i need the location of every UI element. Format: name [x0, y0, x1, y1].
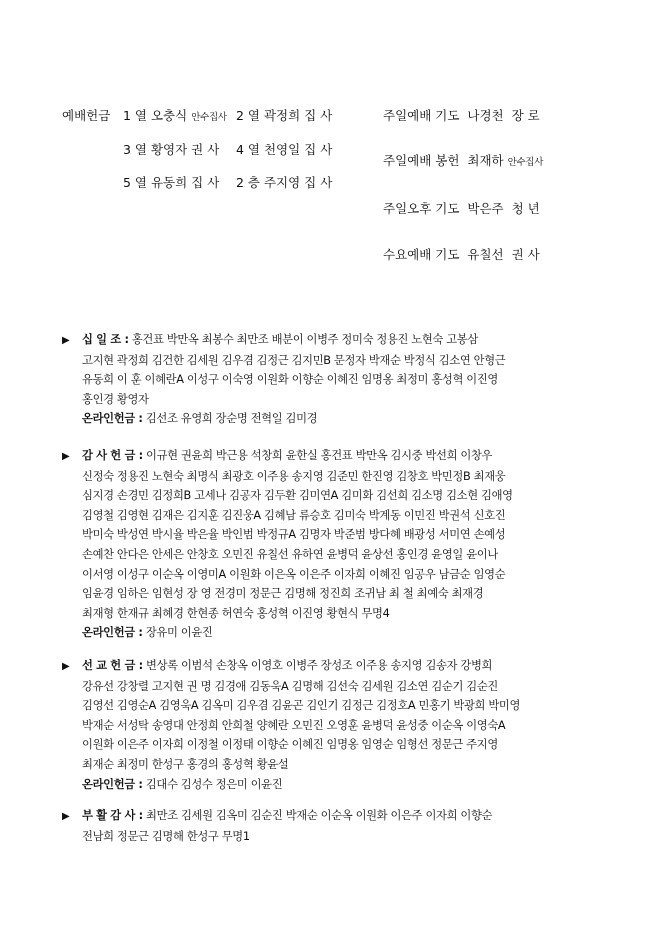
section-line: 김영철 김영현 김재은 김지훈 김진웅A 김혜남 류승호 김미숙 박계동 이민진 박권석 신호진	[82, 508, 506, 522]
prayer-row-2: 주일예배 봉헌 최재하 안수집사	[383, 153, 544, 168]
offering-label: 예배헌금	[62, 108, 111, 123]
section-line: 박미숙 박성연 박시율 박은율 박인범 박정규A 김명자 박준범 방다혜 배광성 서미연 손예성	[82, 528, 506, 542]
offering-row-2-col1: 3 열 황영자 권 사	[123, 142, 220, 157]
prayer-row-3: 주일오후 기도 박은주 청 년	[383, 201, 540, 216]
online-offering-line: 온라인헌금 : 김선조 유영희 장순명 전혁일 김미경	[82, 412, 318, 426]
section-line: 이원화 이은주 이자희 이정철 이정태 이향순 이혜진 임명옹 임영순 임형선 정문근 주지영	[82, 738, 498, 752]
section-line: 박재순 서성탁 송영대 안정희 안희철 양혜란 오민진 오영훈 윤병덕 윤성중 이순옥 이영숙A	[82, 718, 506, 732]
online-offering-line: 온라인헌금 : 장유미 이윤진	[82, 626, 213, 640]
section-heading: 선 교 헌 금 :	[82, 659, 143, 672]
section-line: 최재순 최정미 한성구 홍경의 홍성혁 황윤설	[82, 757, 289, 771]
section-line: 손예찬 안다은 안세은 안창호 오민진 유칠선 유하연 윤병덕 윤상선 홍인경 윤영일 윤이나	[82, 547, 498, 561]
section-line: 고지현 곽정희 김건한 김세원 김우겸 김정근 김지민B 문정자 박재순 박정식 김소연 안형근	[82, 353, 506, 367]
section-tithe-first-line: ▶ 십 일 조 : 홍건표 박만옥 최봉수 최만조 배분이 이병주 정미숙 정용진 노현숙 고봉삼	[62, 330, 522, 351]
section-tithe	[62, 330, 522, 429]
section-line: 유동희 이 훈 이혜란A 이성구 이숙영 이원화 이향순 이혜진 임명옹 최정미 홍성혁 이진영	[82, 373, 498, 387]
section-line: 전남희 정문근 김명해 한성구 무명1	[82, 829, 250, 843]
section-heading: 부 활 감 사 :	[82, 809, 143, 822]
offering-row-3-col2: 2 층 주지영 집 사	[236, 175, 333, 190]
online-offering-line: 온라인헌금 : 김대수 김성수 정은미 이윤진	[82, 777, 283, 791]
section-line: 이서영 이성구 이순옥 이영미A 이원화 이은옥 이은주 이자희 이혜진 임공우 남금순 임영순	[82, 567, 506, 581]
prayer-row-1: 주일예배 기도 나경천 장 로	[383, 108, 540, 123]
section-line: 심지경 손경민 김정희B 고세나 김공자 김두환 김미연A 김미화 김선희 김소명 김소현 김애영	[82, 489, 513, 503]
section-line: 김영선 김영순A 김영욱A 김옥미 김우겸 김윤곤 김인기 김정근 김정호A 민홍기 박광희 박미영	[82, 699, 521, 713]
section-easter	[62, 806, 522, 846]
section-easter-first-line: ▶ 부 활 감 사 : 최만조 김세원 김옥미 김순진 박재순 이순옥 이원화 이은주 이자희 이향순	[62, 806, 522, 827]
offering-row-1-col2: 2 열 곽정희 집 사	[236, 108, 333, 123]
section-heading: 감 사 헌 금 :	[82, 449, 143, 462]
section-thanks-first-line: ▶ 감 사 헌 금 : 이규현 권윤희 박근용 석창희 윤한실 홍건표 박만옥 김시중 박선희 이창우	[62, 446, 522, 467]
section-line: 임윤경 임하은 임현성 장 영 전경미 정문근 김명해 정진희 조귀남 최 철 최예숙 최재경	[82, 587, 484, 601]
bullet-icon: ▶	[62, 661, 70, 672]
section-mission	[62, 656, 522, 794]
offering-row-1-col1: 1 열 오충식 안수집사	[123, 108, 227, 123]
offering-row-2-col2: 4 열 천영일 집 사	[236, 142, 333, 157]
prayer-row-4: 수요예배 기도 유칠선 권 사	[383, 247, 540, 262]
bullet-icon: ▶	[62, 811, 70, 822]
bullet-icon: ▶	[62, 335, 70, 346]
section-mission-first-line: ▶ 선 교 헌 금 : 변상록 이범석 손창옥 이영호 이병주 장성조 이주용 송지영 김송자 강병희	[62, 656, 522, 677]
section-line: 강유선 강창렬 고지현 권 명 김경애 김동욱A 김명해 김선숙 김세원 김소연 김순기 김순진	[82, 679, 498, 693]
section-heading: 십 일 조 :	[82, 333, 129, 346]
section-line: 신정숙 정용진 노현숙 최명식 최광호 이주용 송지영 김준민 한진영 김창호 박민정B 최재웅	[82, 469, 506, 483]
bullet-icon: ▶	[62, 451, 70, 462]
offering-row-3-col1: 5 열 유동희 집 사	[123, 175, 220, 190]
section-thanks	[62, 446, 522, 643]
section-line: 홍인경 황영자	[82, 392, 149, 406]
section-line: 최재형 한재규 최혜경 한현종 허연숙 홍성혁 이진영 황현식 무명4	[82, 606, 390, 620]
